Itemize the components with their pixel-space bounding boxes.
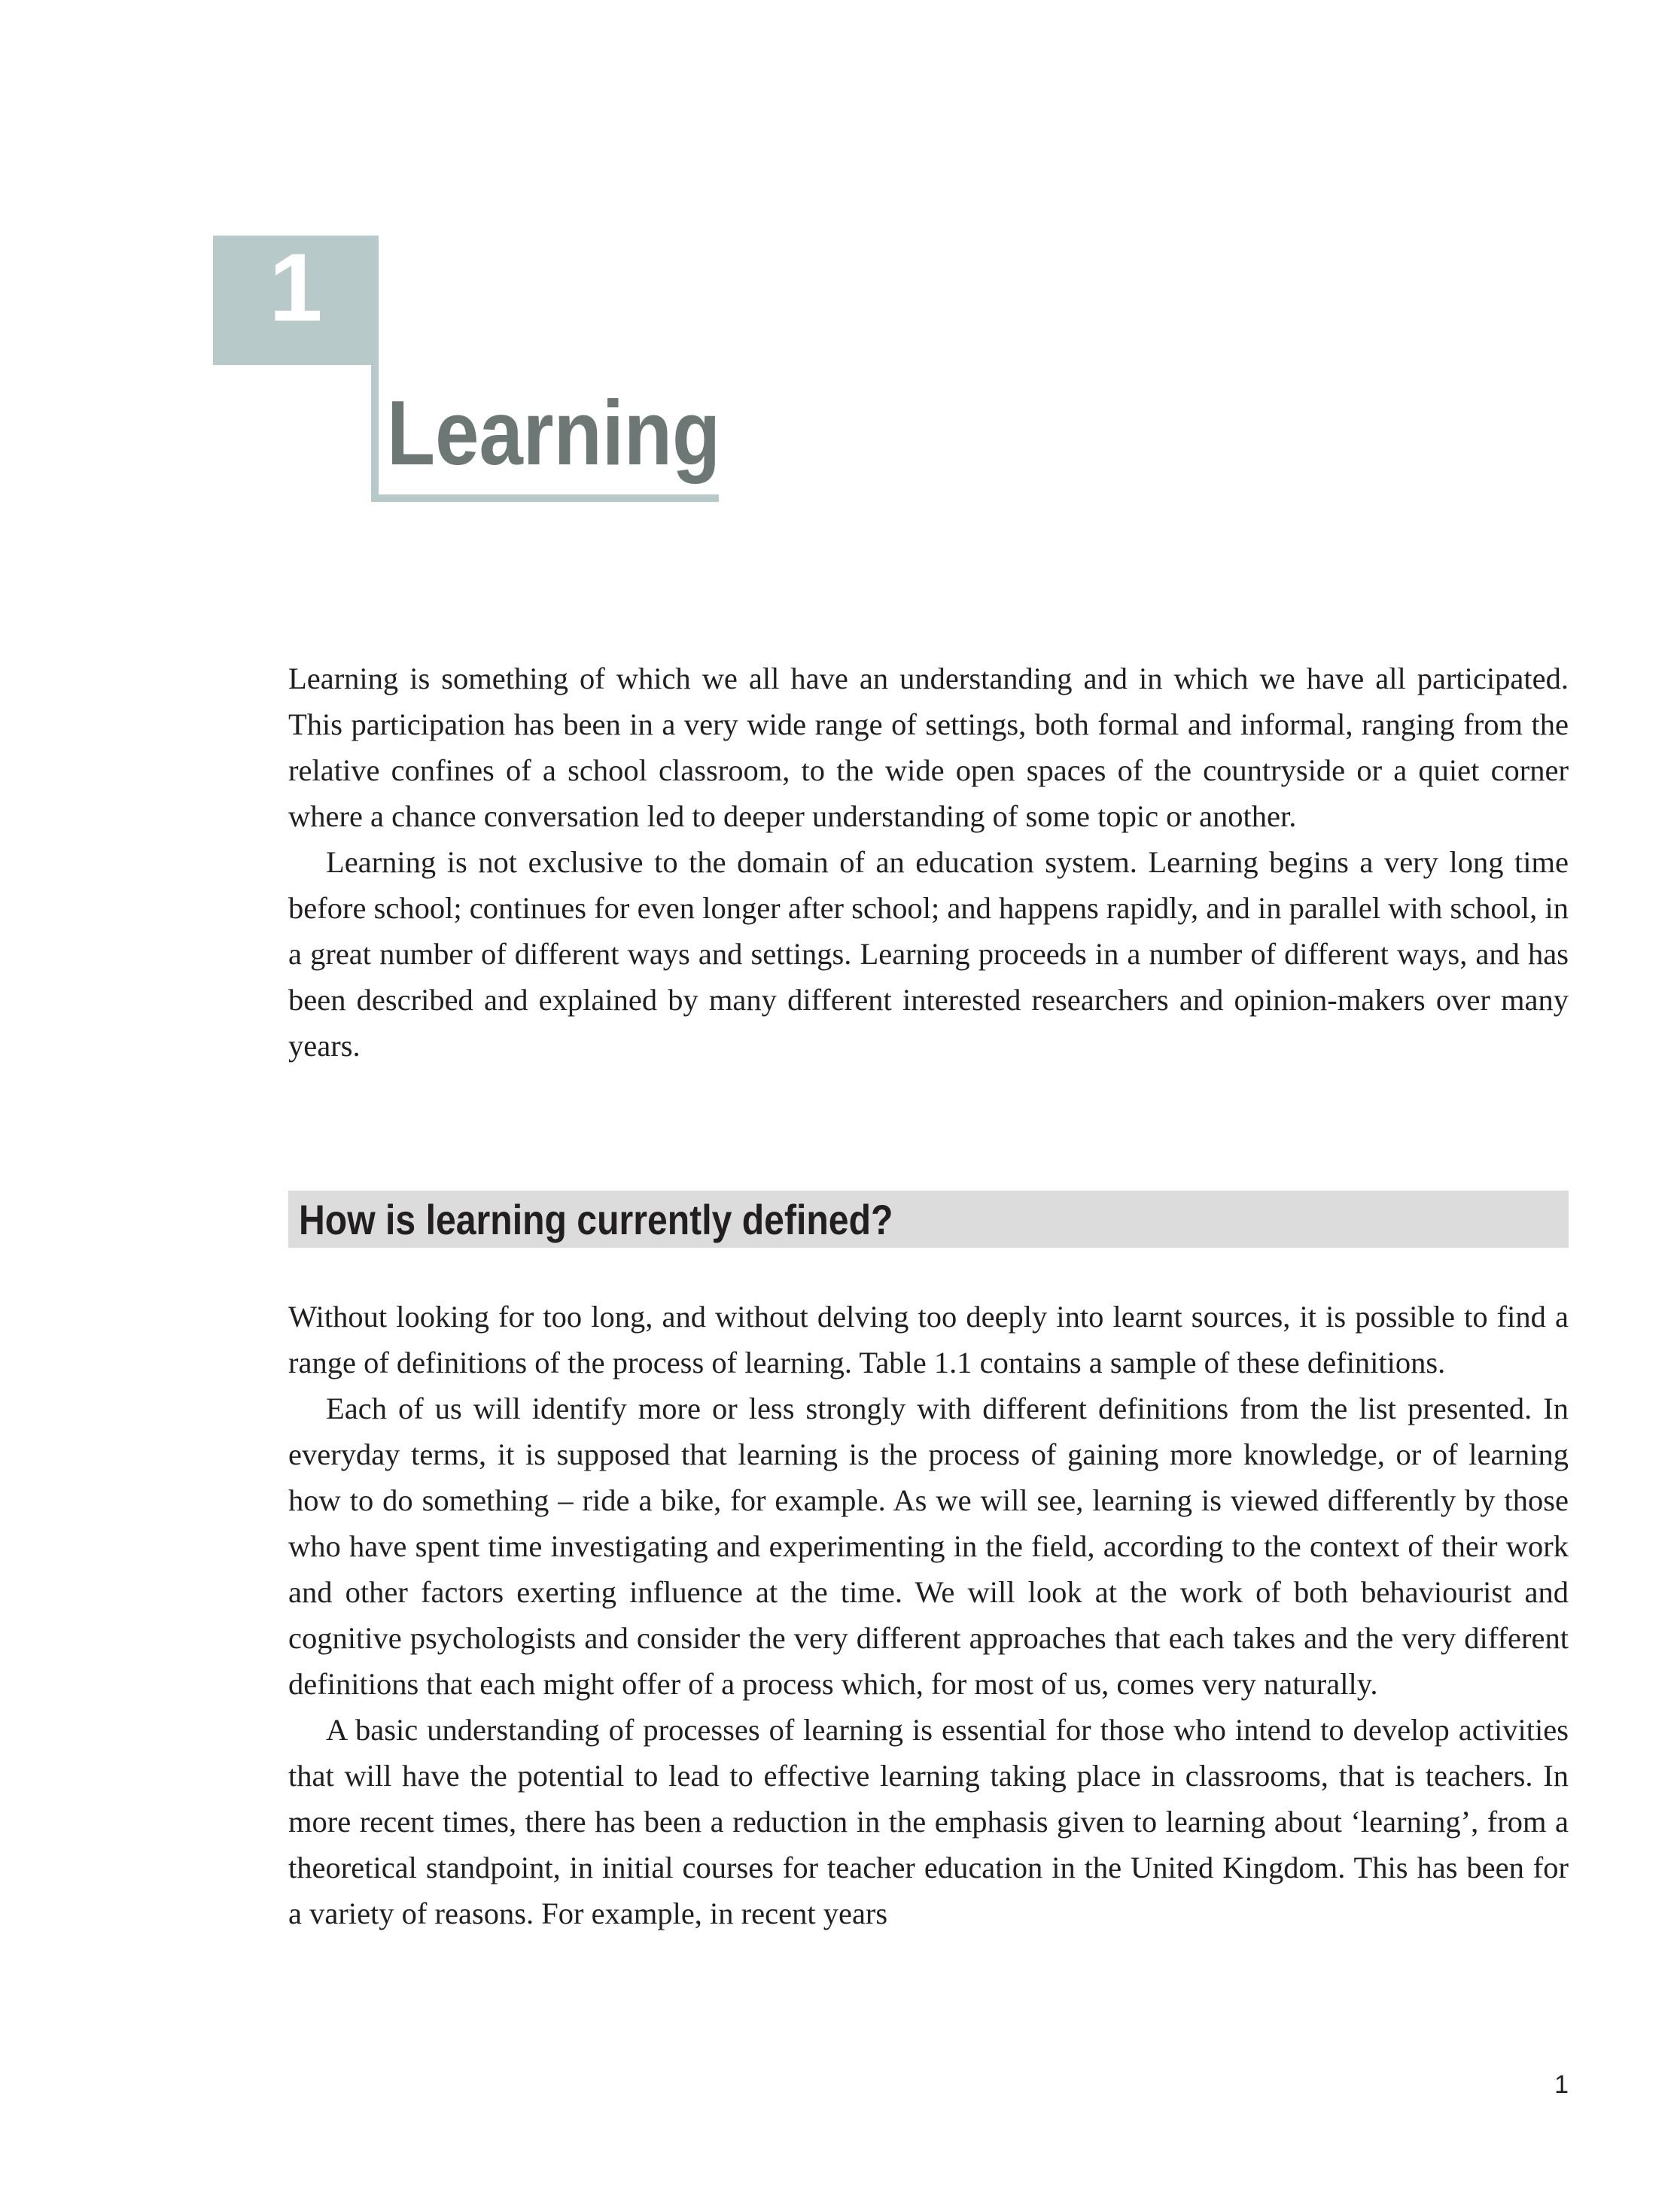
section-heading bbox=[288, 1191, 1569, 1248]
chapter-title: Learning bbox=[387, 382, 721, 484]
section-heading-text: How is learning currently defined? bbox=[299, 1196, 893, 1243]
section-paragraph-3: A basic understanding of processes of learning is essential for those who intend to develop activities that will have the potential to lead to effective learning taking place in classrooms, that is teachers. In more recent times, there has been a reduction in the emphasis given to learning about ‘learning’, from a theoretical standpoint, in initial courses for teacher education in the United Kingdom. This has been for a variety of reasons. For example, in recent years bbox=[288, 1713, 1569, 1930]
chapter-number: 1 bbox=[269, 234, 323, 342]
chapter-number-box bbox=[213, 236, 379, 365]
page-number: 1 bbox=[1554, 2070, 1569, 2099]
intro-paragraph-2: Learning is not exclusive to the domain of an education system. Learning begins a very long time before school; continues for even longer after school; and happens rapidly, and in parallel with school, in a great number of different ways and settings. Learning proceeds in a number of different ways, and has been described and explained by many different interested researchers and opinion-makers over many years. bbox=[288, 845, 1569, 1063]
section-paragraph-2: Each of us will identify more or less strongly with different definitions from the list presented. In everyday terms, it is supposed that learning is the process of gaining more knowledge, or of learning how to do something – ride a bike, for example. As we will see, learning is viewed differently by those who have spent time investigating and experimenting in the field, according to the context of their work and other factors exerting influence at the time. We will look at the work of both behaviourist and cognitive psychologists and consider the very different approaches that each takes and the very different definitions that each might offer of a process which, for most of us, comes very naturally. bbox=[288, 1392, 1569, 1701]
intro-paragraph-1: Learning is something of which we all have an understanding and in which we have all participated. This participation has been in a very wide range of settings, both formal and informal, ranging from the relative confines of a school classroom, to the wide open spaces of the countryside or a quiet corner where a chance conversation led to deeper understanding of some topic or another. bbox=[288, 662, 1569, 833]
section-text bbox=[288, 1294, 1569, 1936]
section-paragraph-1: Without looking for too long, and without delving too deeply into learnt sources, it is possible to find a range of definitions of the process of learning. Table 1.1 contains a sample of these definitions. bbox=[288, 1300, 1569, 1379]
intro-text bbox=[288, 655, 1569, 1069]
